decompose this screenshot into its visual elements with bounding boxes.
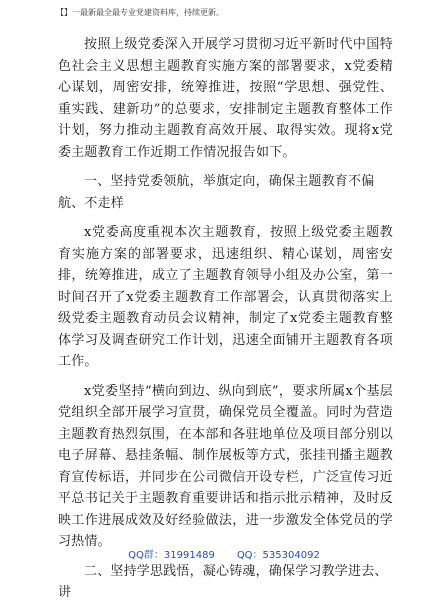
footer-qq-group: QQ群：31991489 [128,550,215,561]
intro-paragraph: 按照上级党委深入开展学习贯彻习近平新时代中国特色社会主义思想主题教育实施方案的部署要求，x党委精心谋划，周密安排，统筹推进，按照“学思想、强党性、重实践、建新功”的总要求，安排制定主题教育整体工作计划，努力推动主题教育高效开展、取得实效。现将x党委主题教育工作近期工作情况报告如下。 [58,37,393,160]
header-note: 【】一最新最全最专业党建资料库，持续更新。 [56,8,224,17]
section-1-paragraph-1: x党委高度重视本次主题教育，按照上级党委主题教育实施方案的部署要求，迅速组织、精心谋划，周密安排，统筹推进，成立了主题教育领导小组及办公室，第一时间召开了x党委主题教育工作部署会，认真贯彻落实上级党委主题教育动员会议精神，制定了x党委主题教育整体学习及调查研究工作计划，迅速全面铺开主题教育各项工作。 [58,225,393,369]
footer-contact [0,546,448,561]
section-1-paragraph-2: x党委坚持“横向到边、纵向到底”，要求所属x个基层党组织全部开展学习宣贯，确保党员全覆盖。同时为营造主题教育热烈氛围，在本部和各驻地单位及项目部分别以电子屏幕、悬挂条幅、制作展板等方式，张挂刊播主题教育宣传标语，并同步在公司微信开设专栏，广泛宣传习近平总书记关于主题教育重要讲话和指示批示精神，及时反映工作进展成效及好经验做法，进一步激发全体党员的学习热情。 [58,383,393,549]
section-heading-2: 二、坚持学思践悟，凝心铸魂，确保学习教学进去、讲 [58,563,388,600]
footer-qq: QQ：535304092 [236,550,320,561]
section-heading-1: 一、坚持党委领航，举旗定向，确保主题教育不偏航、不走样 [58,174,375,211]
document-body [58,34,393,612]
